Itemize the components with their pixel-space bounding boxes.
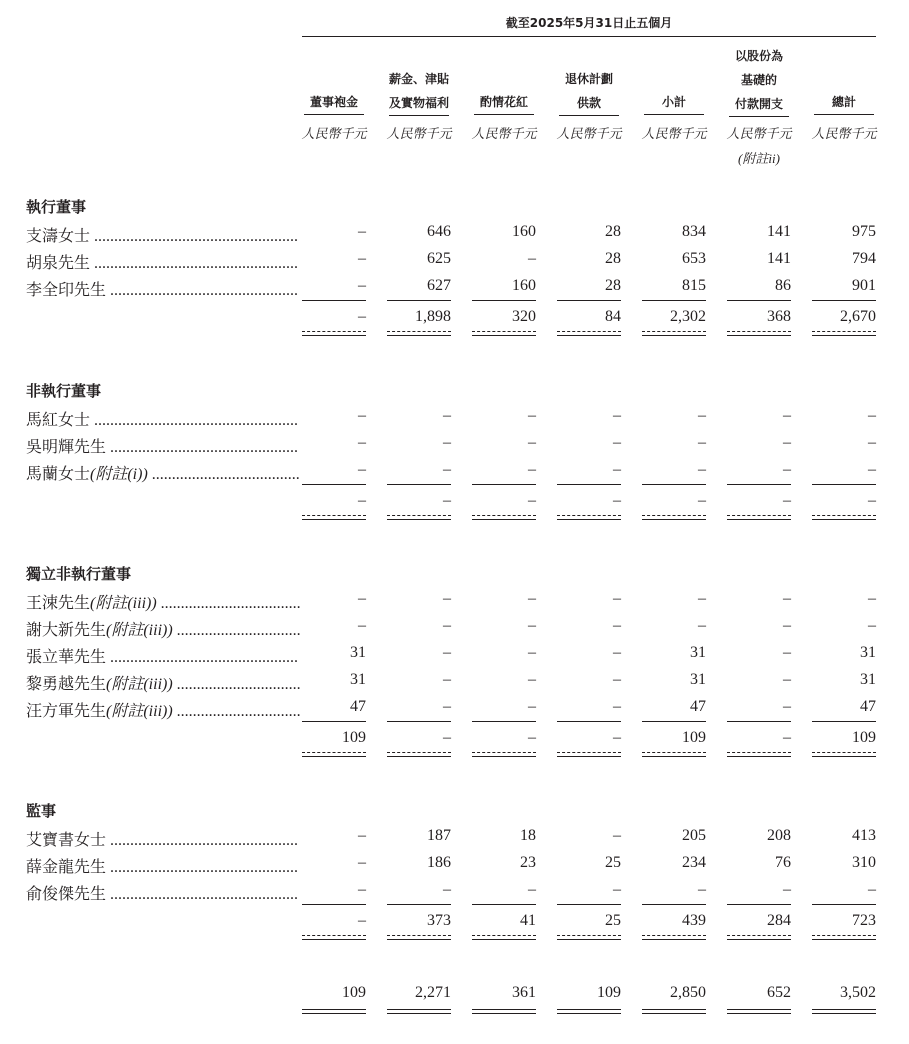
double-underline (387, 515, 451, 520)
row-label: 馬蘭女士(附註(i)) ..................................... (26, 466, 300, 483)
table-cell: 160 (512, 223, 536, 240)
table-cell: 31 (690, 671, 706, 688)
grand-total-cell: 2,271 (415, 984, 451, 1001)
underline (642, 721, 706, 722)
table-cell: 310 (852, 854, 876, 871)
table-cell: 141 (767, 223, 791, 240)
table-cell: – (698, 407, 706, 424)
row-label: 俞俊傑先生 ............................................... (26, 886, 299, 903)
section-title: 獨立非執行董事 (26, 565, 132, 583)
double-underline (302, 515, 366, 520)
grand-total-underline (642, 1009, 706, 1014)
underline (727, 484, 791, 485)
underline (557, 300, 621, 301)
table-cell: – (613, 617, 621, 634)
subtotal-cell: 41 (520, 912, 536, 929)
table-cell: 794 (852, 250, 876, 267)
table-cell: – (358, 854, 366, 871)
table-cell: 901 (852, 277, 876, 294)
table-cell: – (358, 827, 366, 844)
table-cell: – (443, 461, 451, 478)
table-cell: – (868, 434, 876, 451)
table-cell: 23 (520, 854, 536, 871)
table-cell: – (443, 671, 451, 688)
column-header: 總計 (812, 90, 876, 115)
table-cell: – (783, 881, 791, 898)
table-cell: 208 (767, 827, 791, 844)
underline (812, 484, 876, 485)
table-cell: – (358, 461, 366, 478)
table-cell: – (528, 698, 536, 715)
table-cell: – (358, 407, 366, 424)
table-cell: – (443, 644, 451, 661)
double-underline (387, 331, 451, 336)
unit-label: 人民幣千元 (641, 126, 707, 141)
double-underline (642, 935, 706, 940)
double-underline (727, 331, 791, 336)
table-cell: 653 (682, 250, 706, 267)
table-cell: – (358, 881, 366, 898)
table-cell: 975 (852, 223, 876, 240)
table-cell: – (358, 590, 366, 607)
subtotal-cell: – (528, 492, 536, 509)
subtotal-cell: – (613, 729, 621, 746)
table-cell: – (698, 590, 706, 607)
table-cell: – (613, 590, 621, 607)
table-cell: – (613, 407, 621, 424)
table-cell: – (358, 277, 366, 294)
underline (727, 721, 791, 722)
table-cell: – (528, 461, 536, 478)
table-cell: – (443, 590, 451, 607)
subtotal-cell: 320 (512, 308, 536, 325)
double-underline (557, 752, 621, 757)
table-cell: 646 (427, 223, 451, 240)
table-cell: – (443, 407, 451, 424)
table-cell: – (868, 617, 876, 634)
subtotal-cell: 368 (767, 308, 791, 325)
table-cell: – (528, 644, 536, 661)
table-cell: 186 (427, 854, 451, 871)
subtotal-cell: – (358, 492, 366, 509)
period-title: 截至2025年5月31日止五個月 (505, 16, 673, 30)
double-underline (472, 515, 536, 520)
table-cell: 47 (350, 698, 366, 715)
subtotal-cell: 109 (342, 729, 366, 746)
subtotal-cell: – (698, 492, 706, 509)
subtotal-cell: – (443, 492, 451, 509)
double-underline (387, 752, 451, 757)
table-cell: – (783, 407, 791, 424)
table-cell: – (783, 461, 791, 478)
underline (642, 904, 706, 905)
table-cell: 18 (520, 827, 536, 844)
subtotal-cell: 439 (682, 912, 706, 929)
grand-total-underline (387, 1009, 451, 1014)
grand-total-cell: 109 (597, 984, 621, 1001)
subtotal-cell: 1,898 (415, 308, 451, 325)
grand-total-cell: 3,502 (840, 984, 876, 1001)
grand-total-cell: 109 (342, 984, 366, 1001)
double-underline (557, 515, 621, 520)
table-cell: – (528, 407, 536, 424)
table-cell: – (358, 250, 366, 267)
underline (557, 484, 621, 485)
table-cell: 413 (852, 827, 876, 844)
double-underline (557, 331, 621, 336)
table-cell: – (528, 881, 536, 898)
row-label: 黎勇越先生(附註(iii)) ............................... (26, 676, 301, 693)
subtotal-cell: 84 (605, 308, 621, 325)
double-underline (812, 331, 876, 336)
table-cell: – (358, 223, 366, 240)
grand-total-cell: 361 (512, 984, 536, 1001)
column-header: 薪金、津貼 及實物福利 (387, 67, 451, 116)
table-cell: 31 (860, 671, 876, 688)
underline (812, 721, 876, 722)
subtotal-cell: 373 (427, 912, 451, 929)
underline (387, 484, 451, 485)
unit-label: 人民幣千元 (386, 126, 452, 141)
table-cell: – (698, 434, 706, 451)
table-cell: – (698, 461, 706, 478)
row-label: 胡泉先生 ................................................... (26, 255, 299, 272)
underline (642, 484, 706, 485)
table-cell: 28 (605, 277, 621, 294)
table-cell: 625 (427, 250, 451, 267)
subtotal-cell: – (358, 308, 366, 325)
table-cell: – (868, 881, 876, 898)
subtotal-cell: 2,302 (670, 308, 706, 325)
row-label: 薛金龍先生 ............................................... (26, 859, 299, 876)
table-cell: – (358, 434, 366, 451)
table-cell: 28 (605, 250, 621, 267)
underline (557, 904, 621, 905)
double-underline (642, 331, 706, 336)
subtotal-cell: 723 (852, 912, 876, 929)
table-cell: – (783, 590, 791, 607)
underline (472, 904, 536, 905)
unit-label: 人民幣千元 (471, 126, 537, 141)
double-underline (727, 752, 791, 757)
grand-total-underline (812, 1009, 876, 1014)
double-underline (472, 752, 536, 757)
double-underline (727, 935, 791, 940)
double-underline (727, 515, 791, 520)
double-underline (472, 935, 536, 940)
unit-label: 人民幣千元 (726, 126, 792, 141)
table-cell: 815 (682, 277, 706, 294)
table-cell: – (698, 881, 706, 898)
table-cell: 31 (860, 644, 876, 661)
column-header: 以股份為 基礎的 付款開支 (727, 44, 791, 117)
table-cell: 187 (427, 827, 451, 844)
row-label: 汪方軍先生(附註(iii)) ............................... (26, 703, 301, 720)
table-cell: – (528, 590, 536, 607)
column-header: 董事袍金 (302, 90, 366, 115)
table-cell: – (358, 617, 366, 634)
unit-label: 人民幣千元 (556, 126, 622, 141)
table-cell: – (783, 644, 791, 661)
underline (387, 904, 451, 905)
underline (727, 300, 791, 301)
underline (302, 721, 366, 722)
table-cell: 160 (512, 277, 536, 294)
row-label: 王涑先生(附註(iii)) ................................... (26, 595, 301, 612)
subtotal-cell: – (868, 492, 876, 509)
row-label: 艾寶書女士 ............................................... (26, 832, 299, 849)
underline (387, 300, 451, 301)
subtotal-cell: – (358, 912, 366, 929)
table-cell: – (868, 461, 876, 478)
subtotal-cell: 109 (682, 729, 706, 746)
row-label: 吳明輝先生 ............................................... (26, 439, 299, 456)
table-cell: – (613, 461, 621, 478)
unit-label: 人民幣千元 (811, 126, 877, 141)
section-title: 非執行董事 (26, 382, 102, 400)
underline (642, 300, 706, 301)
table-cell: – (783, 671, 791, 688)
section-title: 執行董事 (26, 198, 87, 216)
underline (302, 904, 366, 905)
double-underline (642, 515, 706, 520)
table-cell: 76 (775, 854, 791, 871)
table-cell: – (868, 590, 876, 607)
table-cell: – (528, 434, 536, 451)
grand-total-underline (727, 1009, 791, 1014)
column-header: 小計 (642, 90, 706, 115)
underline (812, 300, 876, 301)
grand-total-underline (302, 1009, 366, 1014)
table-cell: 834 (682, 223, 706, 240)
table-cell: 31 (350, 671, 366, 688)
double-underline (472, 331, 536, 336)
subtotal-cell: – (783, 492, 791, 509)
column-header: 酌情花紅 (472, 90, 536, 115)
underline (727, 904, 791, 905)
subtotal-cell: 284 (767, 912, 791, 929)
table-cell: – (443, 698, 451, 715)
unit-label: 人民幣千元 (301, 126, 367, 141)
underline (812, 904, 876, 905)
period-divider (302, 36, 876, 37)
table-cell: – (443, 434, 451, 451)
grand-total-cell: 652 (767, 984, 791, 1001)
grand-total-cell: 2,850 (670, 984, 706, 1001)
double-underline (812, 515, 876, 520)
column-header: 退休計劃 供款 (557, 67, 621, 116)
subtotal-cell: – (613, 492, 621, 509)
row-label: 馬紅女士 ................................................... (26, 412, 299, 429)
subtotal-cell: – (443, 729, 451, 746)
double-underline (302, 752, 366, 757)
table-cell: 25 (605, 854, 621, 871)
table-cell: – (613, 881, 621, 898)
table-cell: 31 (690, 644, 706, 661)
table-cell: – (443, 881, 451, 898)
double-underline (812, 752, 876, 757)
table-cell: – (698, 617, 706, 634)
underline (472, 300, 536, 301)
table-cell: – (783, 434, 791, 451)
table-cell: – (528, 671, 536, 688)
underline (557, 721, 621, 722)
table-cell: – (528, 617, 536, 634)
table-cell: – (613, 827, 621, 844)
double-underline (302, 935, 366, 940)
row-label: 張立華先生 ............................................... (26, 649, 299, 666)
table-cell: – (868, 407, 876, 424)
table-cell: – (528, 250, 536, 267)
subtotal-cell: 25 (605, 912, 621, 929)
underline (472, 721, 536, 722)
table-cell: – (783, 617, 791, 634)
table-cell: 234 (682, 854, 706, 871)
underline (302, 300, 366, 301)
table-cell: – (613, 671, 621, 688)
double-underline (302, 331, 366, 336)
table-cell: 141 (767, 250, 791, 267)
table-cell: 86 (775, 277, 791, 294)
table-cell: – (783, 698, 791, 715)
table-cell: 31 (350, 644, 366, 661)
table-cell: – (613, 698, 621, 715)
subtotal-cell: – (783, 729, 791, 746)
section-title: 監事 (26, 802, 57, 820)
double-underline (387, 935, 451, 940)
table-cell: – (443, 617, 451, 634)
table-cell: – (613, 434, 621, 451)
table-cell: 47 (690, 698, 706, 715)
column-note: (附註ii) (738, 151, 780, 166)
underline (387, 721, 451, 722)
row-label: 支濤女士 ................................................... (26, 228, 299, 245)
underline (472, 484, 536, 485)
subtotal-cell: – (528, 729, 536, 746)
grand-total-underline (557, 1009, 621, 1014)
table-cell: 28 (605, 223, 621, 240)
subtotal-cell: 2,670 (840, 308, 876, 325)
table-cell: 47 (860, 698, 876, 715)
table-cell: – (613, 644, 621, 661)
subtotal-cell: 109 (852, 729, 876, 746)
row-label: 謝大新先生(附註(iii)) ............................... (26, 622, 301, 639)
grand-total-underline (472, 1009, 536, 1014)
row-label: 李全印先生 ............................................... (26, 282, 299, 299)
double-underline (557, 935, 621, 940)
underline (302, 484, 366, 485)
double-underline (812, 935, 876, 940)
table-cell: 205 (682, 827, 706, 844)
table-cell: 627 (427, 277, 451, 294)
double-underline (642, 752, 706, 757)
